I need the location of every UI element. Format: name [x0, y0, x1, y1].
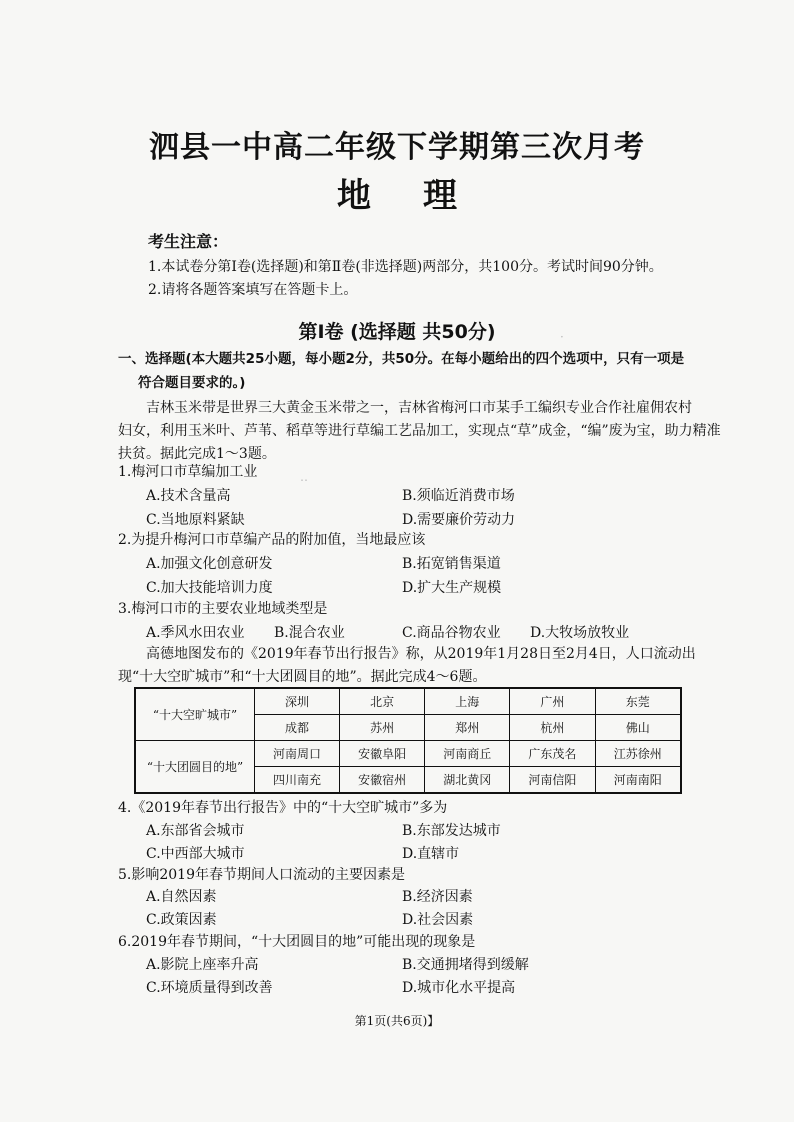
passage-line: 高德地图发布的《2019年春节出行报告》称，从2019年1月28日至2月4日，人口流动出: [146, 646, 696, 662]
section-title: 第Ⅰ卷 (选择题 共50分): [298, 321, 496, 343]
option-c[interactable]: C.商品谷物农业: [402, 625, 501, 641]
question-stem: 2.为提升梅河口市草编产品的附加值，当地最应该: [118, 532, 426, 548]
notice-item: 1.本试卷分第Ⅰ卷(选择题)和第Ⅱ卷(非选择题)两部分，共100分。考试时间90分钟。: [148, 259, 663, 275]
section-instruction: 符合题目要求的。): [138, 375, 246, 391]
option-b[interactable]: B.拓宽销售渠道: [402, 556, 501, 572]
question-stem: 6.2019年春节期间，“十大团圆目的地”可能出现的现象是: [118, 934, 476, 950]
table-cell: 成都: [255, 715, 340, 741]
city-table: [134, 687, 682, 794]
page-footer: 第1页(共6页)】: [354, 1014, 440, 1028]
option-b[interactable]: B.交通拥堵得到缓解: [402, 957, 529, 973]
table-cell: 北京: [340, 688, 425, 715]
table-cell: 广州: [510, 688, 595, 715]
option-c[interactable]: C.中西部大城市: [146, 846, 245, 862]
table-cell: 河南商丘: [425, 741, 510, 767]
notice-heading: 考生注意：: [148, 232, 229, 251]
table-cell: 广东茂名: [510, 741, 595, 767]
table-row: [135, 688, 681, 715]
table-cell: 江苏徐州: [595, 741, 681, 767]
bleed-through-text: ·: [560, 330, 564, 344]
option-c[interactable]: C.当地原料紧缺: [146, 512, 245, 528]
table-cell: 深圳: [255, 688, 340, 715]
bleed-through-text: ‥: [300, 470, 309, 484]
passage-line: 吉林玉米带是世界三大黄金玉米带之一，吉林省梅河口市某手工编织专业合作社雇佣农村: [146, 400, 692, 416]
table-cell: 上海: [425, 688, 510, 715]
option-a[interactable]: A.技术含量高: [146, 488, 231, 504]
option-d[interactable]: D.大牧场放牧业: [530, 625, 630, 641]
table-cell: 东莞: [595, 688, 681, 715]
option-c[interactable]: C.政策因素: [146, 912, 217, 928]
table-cell: 湖北黄冈: [425, 767, 510, 794]
option-d[interactable]: D.扩大生产规模: [402, 580, 502, 596]
option-c[interactable]: C.环境质量得到改善: [146, 980, 273, 996]
question-stem: 1.梅河口市草编加工业: [118, 464, 258, 480]
table-cell: 佛山: [595, 715, 681, 741]
exam-title: 泗县一中高二年级下学期第三次月考: [149, 130, 645, 165]
option-d[interactable]: D.城市化水平提高: [402, 980, 516, 996]
table-cell: 河南信阳: [510, 767, 595, 794]
option-d[interactable]: D.需要廉价劳动力: [402, 512, 516, 528]
table-cell: 杭州: [510, 715, 595, 741]
option-b[interactable]: B.混合农业: [274, 625, 345, 641]
table-cell: 河南周口: [255, 741, 340, 767]
option-a[interactable]: A.加强文化创意研发: [146, 556, 273, 572]
option-b[interactable]: B.须临近消费市场: [402, 488, 515, 504]
option-d[interactable]: D.社会因素: [402, 912, 474, 928]
table-cell: 四川南充: [255, 767, 340, 794]
question-stem: 4.《2019年春节出行报告》中的“十大空旷城市”多为: [118, 800, 448, 816]
question-stem: 3.梅河口市的主要农业地域类型是: [118, 601, 328, 617]
option-a[interactable]: A.影院上座率升高: [146, 957, 259, 973]
option-c[interactable]: C.加大技能培训力度: [146, 580, 273, 596]
group-label: “十大团圆目的地”: [135, 741, 255, 794]
table-row: [135, 741, 681, 767]
passage-line: 现“十大空旷城市”和“十大团圆目的地”。据此完成4～6题。: [118, 669, 487, 685]
table-cell: 安徽阜阳: [340, 741, 425, 767]
option-a[interactable]: A.自然因素: [146, 889, 217, 905]
passage-line: 扶贫。据此完成1～3题。: [118, 446, 276, 462]
notice-item: 2.请将各题答案填写在答题卡上。: [148, 282, 358, 298]
option-b[interactable]: B.经济因素: [402, 889, 473, 905]
option-d[interactable]: D.直辖市: [402, 846, 460, 862]
table-cell: 河南南阳: [595, 767, 681, 794]
section-instruction: 一、选择题(本大题共25小题，每小题2分，共50分。在每小题给出的四个选项中，只有一项是: [118, 351, 685, 367]
passage-line: 妇女，利用玉米叶、芦苇、稻草等进行草编工艺品加工，实现点“草”成金，“编”废为宝，助力精准: [118, 423, 721, 439]
option-a[interactable]: A.季风水田农业: [146, 625, 245, 641]
question-stem: 5.影响2019年春节期间人口流动的主要因素是: [118, 867, 405, 883]
table-cell: 郑州: [425, 715, 510, 741]
table-cell: 苏州: [340, 715, 425, 741]
subject-title: 地理: [337, 176, 509, 216]
option-b[interactable]: B.东部发达城市: [402, 823, 501, 839]
table-cell: 安徽宿州: [340, 767, 425, 794]
option-a[interactable]: A.东部省会城市: [146, 823, 245, 839]
group-label: “十大空旷城市”: [135, 688, 255, 741]
